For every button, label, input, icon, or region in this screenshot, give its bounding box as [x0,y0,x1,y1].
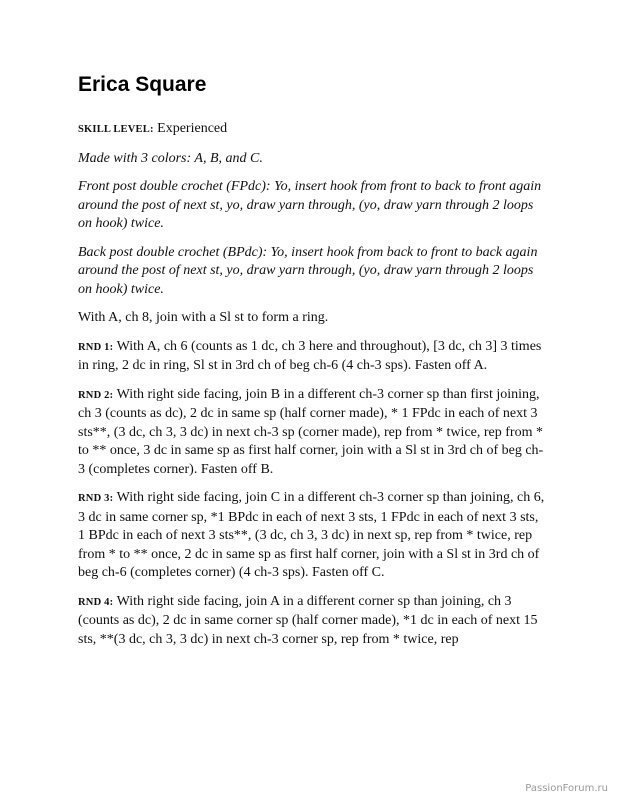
round-1-instruction [78,338,548,376]
round-4-instruction [78,593,548,650]
round-label: RND 3: [78,493,114,504]
skill-level-label: SKILL LEVEL [78,124,150,135]
round-label: RND 1: [78,341,114,353]
round-3-instruction [78,489,548,583]
round-2-instruction [78,386,548,480]
site-watermark: PassionForum.ru [525,783,608,794]
bpdc-definition: Back post double crochet (BPdc): Yo, insert hook from back to front to back again around the post of next st, yo, draw yarn through, (yo, draw yarn through 2 loops on hook) twice. [78,244,538,297]
round-label: RND 4: [78,596,114,608]
round-text: With right side facing, join A in a different corner sp than joining, ch 3 (counts as dc), 2 dc in same corner sp (half corner made), *1 dc in each of next 15 sts, **(3 dc, ch 3, 3 dc) in next ch-3 corner sp, rep from * twice, rep [78,593,538,647]
round-label: RND 2: [78,389,114,401]
round-text: With A, ch 6 (counts as 1 dc, ch 3 here and throughout), [3 dc, ch 3] 3 times in ring, 2 dc in ring, Sl st in 3rd ch of beg ch-6 (4 ch-3 sps). Fasten off A. [78,338,542,373]
pattern-title: Erica Square [78,73,207,96]
document-body [78,70,548,659]
skill-level-colon: : [149,124,154,135]
skill-level-line [78,120,548,140]
skill-level-value: Experienced [153,121,228,136]
round-text: With right side facing, join C in a different ch-3 corner sp than joining, ch 6, 3 dc in same corner sp, *1 BPdc in each of next 3 sts, 1 FPdc in each of next 3 sts, 1 BPdc in each of next 3 sts**, (3 dc, ch 3, 3 dc) in next sp, rep from * twice, rep from * to ** once, 2 dc in same sp as first half corner, join with a Sl st in 3rd ch of beg ch-6 (completes corner) (4 ch-3 sps). Fasten off C. [78,490,545,580]
fpdc-definition: Front post double crochet (FPdc): Yo, insert hook from front to back to front again around the post of next st, yo, draw yarn through, (yo, draw yarn through 2 loops on hook) twice. [78,179,542,231]
round-text: With right side facing, join B in a different ch-3 corner sp than first joining, ch 3 (counts as dc), 2 dc in same sp (half corner made), * 1 FPdc in each of next 3 sts**, (3 dc, ch 3, 3 dc) in next ch-3 sp (corner made), rep from * twice, rep from * to ** once, 3 dc in same sp as first half corner, join with a Sl st in 3rd ch of beg ch-3 (completes corner). Fasten off B. [78,386,544,477]
colors-note: Made with 3 colors: A, B, and C. [78,150,263,166]
starting-instruction: With A, ch 8, join with a Sl st to form a ring. [78,310,329,325]
